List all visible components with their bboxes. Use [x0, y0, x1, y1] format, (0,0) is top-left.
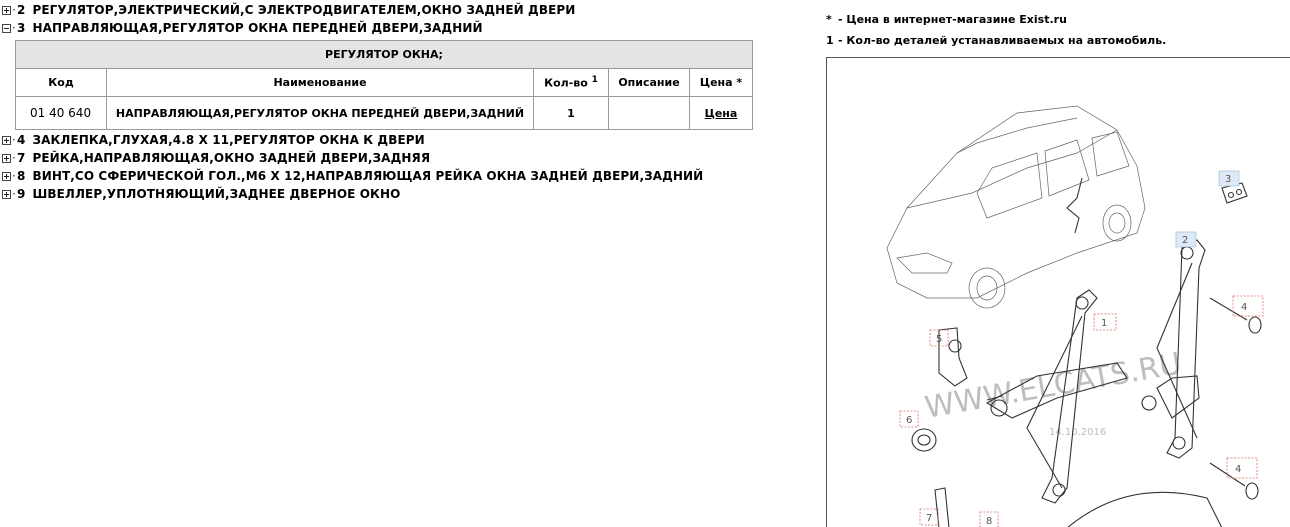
tree-item-num: 9: [17, 187, 26, 201]
table-caption: РЕГУЛЯТОР ОКНА;: [16, 41, 753, 69]
col-header-code: Код: [16, 69, 107, 97]
tree-item-label: ВИНТ,СО СФЕРИЧЕСКОЙ ГОЛ.,М6 X 12,НАПРАВЛЯЮЩАЯ РЕЙКА ОКНА ЗАДНЕЙ ДВЕРИ,ЗАДНИЙ: [32, 169, 704, 183]
parts-diagram: [826, 57, 1290, 527]
price-note: [826, 9, 1166, 30]
tree-item-label: НАПРАВЛЯЮЩАЯ,РЕГУЛЯТОР ОКНА ПЕРЕДНЕЙ ДВЕРИ,ЗАДНИЙ: [32, 21, 483, 35]
price-note-mark: *: [826, 13, 832, 26]
expand-icon[interactable]: [2, 136, 11, 145]
callout-label: 5: [936, 334, 943, 345]
expand-icon[interactable]: [2, 190, 11, 199]
col-header-desc: Описание: [609, 69, 690, 97]
qty-header-label: Кол-во: [544, 76, 588, 90]
tree-item-num: 8: [17, 169, 26, 183]
tree-item-2[interactable]: · 2 РЕГУЛЯТОР,ЭЛЕКТРИЧЕСКИЙ,С ЭЛЕКТРОДВИГАТЕЛЕМ,ОКНО ЗАДНЕЙ ДВЕРИ: [0, 1, 575, 19]
cell-qty: 1: [534, 97, 609, 130]
car-illustration: [887, 106, 1145, 308]
tree-item-num: 2: [17, 3, 26, 17]
col-header-qty: [534, 69, 609, 97]
tree-item-8[interactable]: · 8 ВИНТ,СО СФЕРИЧЕСКОЙ ГОЛ.,М6 X 12,НАПРАВЛЯЮЩАЯ РЕЙКА ОКНА ЗАДНЕЙ ДВЕРИ,ЗАДНИЙ: [0, 167, 703, 185]
small-parts: [912, 183, 1261, 527]
qty-note-text: - Кол-во деталей устанавливаемых на автомобиль.: [838, 34, 1167, 47]
tree-item-9[interactable]: · 9 ШВЕЛЛЕР,УПЛОТНЯЮЩИЙ,ЗАДНЕЕ ДВЕРНОЕ ОКНО: [0, 185, 400, 203]
tree-item-num: 7: [17, 151, 26, 165]
price-link[interactable]: Цена: [704, 106, 738, 120]
callout-label: 7: [926, 513, 933, 524]
cell-code: 01 40 640: [16, 97, 107, 130]
watermark-date: 14.10.2016: [1049, 427, 1107, 438]
collapse-icon[interactable]: [2, 24, 11, 33]
tree-item-label: РЕГУЛЯТОР,ЭЛЕКТРИЧЕСКИЙ,С ЭЛЕКТРОДВИГАТЕЛЕМ,ОКНО ЗАДНЕЙ ДВЕРИ: [32, 3, 576, 17]
callout-label: 4: [1235, 464, 1242, 475]
cell-name: НАПРАВЛЯЮЩАЯ,РЕГУЛЯТОР ОКНА ПЕРЕДНЕЙ ДВЕРИ,ЗАДНИЙ: [107, 97, 534, 130]
tree-item-7[interactable]: · 7 РЕЙКА,НАПРАВЛЯЮЩАЯ,ОКНО ЗАДНЕЙ ДВЕРИ,ЗАДНЯЯ: [0, 149, 430, 167]
qty-note-mark: 1: [826, 34, 834, 47]
expand-icon[interactable]: [2, 154, 11, 163]
qty-note: [826, 30, 1166, 51]
cell-desc: [609, 97, 690, 130]
parts-table: [15, 40, 753, 130]
callout-label: 3: [1225, 174, 1232, 185]
tree-item-label: РЕЙКА,НАПРАВЛЯЮЩАЯ,ОКНО ЗАДНЕЙ ДВЕРИ,ЗАДНЯЯ: [32, 151, 431, 165]
callout-label: 2: [1182, 235, 1189, 246]
callout-label: 8: [986, 516, 993, 527]
tree-item-num: 3: [17, 21, 26, 35]
qty-header-sup: 1: [591, 75, 598, 86]
tree-item-label: ЗАКЛЕПКА,ГЛУХАЯ,4.8 X 11,РЕГУЛЯТОР ОКНА К ДВЕРИ: [32, 133, 425, 147]
watermark-text: WWW.ELCATS.RU: [922, 346, 1185, 426]
notes: [826, 9, 1166, 51]
col-header-price: Цена *: [690, 69, 753, 97]
callout-label: 6: [906, 415, 913, 426]
table-row: [16, 97, 753, 130]
tree-item-num: 4: [17, 133, 26, 147]
col-header-name: Наименование: [107, 69, 534, 97]
tree-item-label: ШВЕЛЛЕР,УПЛОТНЯЮЩИЙ,ЗАДНЕЕ ДВЕРНОЕ ОКНО: [32, 187, 401, 201]
callout-label: 4: [1241, 302, 1248, 313]
cell-price: [690, 97, 753, 130]
expand-icon[interactable]: [2, 172, 11, 181]
expand-icon[interactable]: [2, 6, 11, 15]
callout-label: 1: [1101, 318, 1108, 329]
diagram-drawing: [827, 58, 1290, 527]
tree-item-4[interactable]: · 4 ЗАКЛЕПКА,ГЛУХАЯ,4.8 X 11,РЕГУЛЯТОР ОКНА К ДВЕРИ: [0, 131, 425, 149]
tree-item-3[interactable]: · 3 НАПРАВЛЯЮЩАЯ,РЕГУЛЯТОР ОКНА ПЕРЕДНЕЙ ДВЕРИ,ЗАДНИЙ: [0, 19, 483, 37]
price-note-text: - Цена в интернет-магазине Exist.ru: [838, 13, 1067, 26]
